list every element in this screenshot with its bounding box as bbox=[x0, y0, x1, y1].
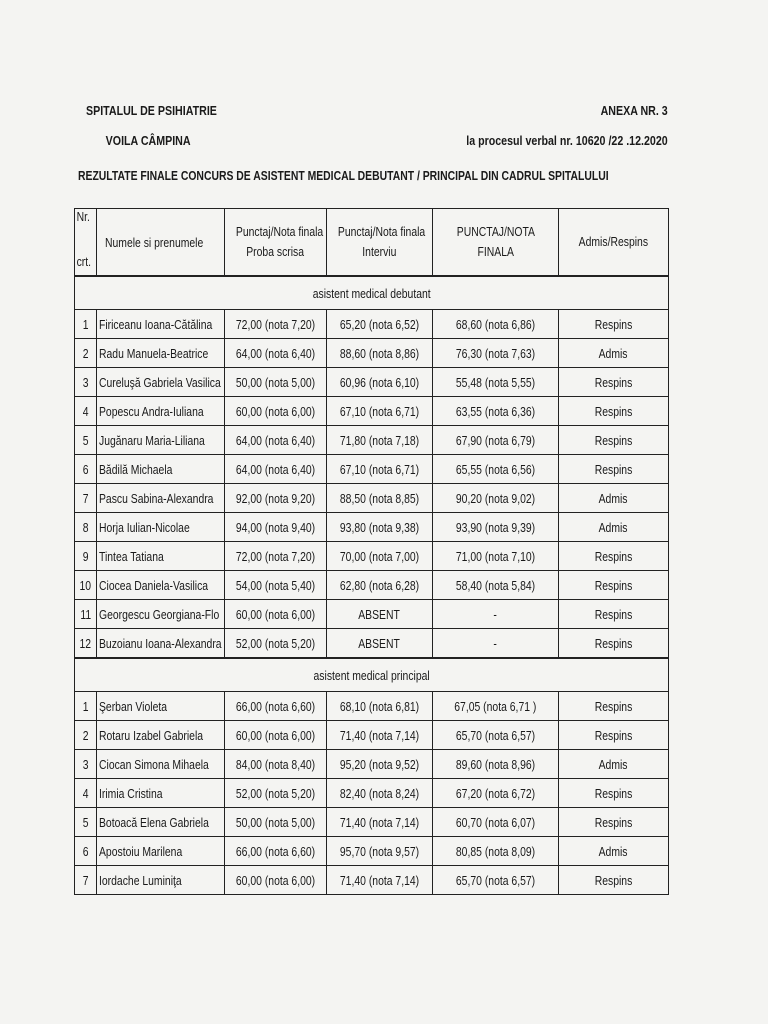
results-table bbox=[74, 208, 669, 895]
final-score: 55,48 (nota 5,55) bbox=[433, 368, 559, 397]
result-status: Respins bbox=[559, 310, 669, 339]
table-row bbox=[75, 397, 669, 426]
candidate-name: Bădilă Michaela bbox=[97, 455, 225, 484]
table-row bbox=[75, 571, 669, 600]
interview-score: 71,40 (nota 7,14) bbox=[327, 721, 433, 750]
written-score: 64,00 (nota 6,40) bbox=[225, 426, 327, 455]
candidate-name: Rotaru Izabel Gabriela bbox=[97, 721, 225, 750]
written-score: 72,00 (nota 7,20) bbox=[225, 310, 327, 339]
institution-location: VOILA CÂMPINA bbox=[105, 133, 191, 148]
final-score: - bbox=[433, 600, 559, 629]
table-row bbox=[75, 368, 669, 397]
table-header-row bbox=[75, 209, 669, 277]
written-score: 66,00 (nota 6,60) bbox=[225, 692, 327, 721]
result-status: Respins bbox=[559, 692, 669, 721]
candidate-name: Pascu Sabina-Alexandra bbox=[97, 484, 225, 513]
interview-score: 71,80 (nota 7,18) bbox=[327, 426, 433, 455]
final-score: 58,40 (nota 5,84) bbox=[433, 571, 559, 600]
candidate-name: Jugănaru Maria-Liliana bbox=[97, 426, 225, 455]
candidate-name: Şerban Violeta bbox=[97, 692, 225, 721]
row-number: 1 bbox=[75, 692, 97, 721]
result-status: Admis bbox=[559, 837, 669, 866]
row-number: 8 bbox=[75, 513, 97, 542]
table-row bbox=[75, 808, 669, 837]
result-status: Respins bbox=[559, 368, 669, 397]
annex-block bbox=[422, 96, 668, 156]
candidate-name: Tintea Tatiana bbox=[97, 542, 225, 571]
written-score: 60,00 (nota 6,00) bbox=[225, 721, 327, 750]
final-score: 67,20 (nota 6,72) bbox=[433, 779, 559, 808]
final-score: 65,70 (nota 6,57) bbox=[433, 721, 559, 750]
result-status: Respins bbox=[559, 600, 669, 629]
written-score: 92,00 (nota 9,20) bbox=[225, 484, 327, 513]
interview-score: ABSENT bbox=[327, 629, 433, 659]
table-row bbox=[75, 779, 669, 808]
result-status: Admis bbox=[559, 484, 669, 513]
row-number: 2 bbox=[75, 721, 97, 750]
row-number: 12 bbox=[75, 629, 97, 659]
final-score: 93,90 (nota 9,39) bbox=[433, 513, 559, 542]
final-score: 89,60 (nota 8,96) bbox=[433, 750, 559, 779]
written-score: 60,00 (nota 6,00) bbox=[225, 600, 327, 629]
final-score: 68,60 (nota 6,86) bbox=[433, 310, 559, 339]
interview-score: 60,96 (nota 6,10) bbox=[327, 368, 433, 397]
table-row bbox=[75, 426, 669, 455]
interview-score: 67,10 (nota 6,71) bbox=[327, 455, 433, 484]
final-score: 80,85 (nota 8,09) bbox=[433, 837, 559, 866]
final-score: 63,55 (nota 6,36) bbox=[433, 397, 559, 426]
result-status: Respins bbox=[559, 542, 669, 571]
table-row bbox=[75, 692, 669, 721]
written-score: 84,00 (nota 8,40) bbox=[225, 750, 327, 779]
interview-score: 88,60 (nota 8,86) bbox=[327, 339, 433, 368]
row-number: 9 bbox=[75, 542, 97, 571]
row-number: 3 bbox=[75, 750, 97, 779]
result-status: Respins bbox=[559, 721, 669, 750]
result-status: Respins bbox=[559, 571, 669, 600]
row-number: 5 bbox=[75, 426, 97, 455]
report-reference: la procesul verbal nr. 10620 /22 .12.2020 bbox=[466, 133, 668, 148]
result-status: Admis bbox=[559, 513, 669, 542]
written-score: 50,00 (nota 5,00) bbox=[225, 808, 327, 837]
col-header-written: Punctaj/Nota finala Proba scrisa bbox=[225, 209, 327, 277]
interview-score: 67,10 (nota 6,71) bbox=[327, 397, 433, 426]
candidate-name: Georgescu Georgiana-Flo bbox=[97, 600, 225, 629]
result-status: Respins bbox=[559, 426, 669, 455]
col-header-final: PUNCTAJ/NOTA FINALA bbox=[433, 209, 559, 277]
row-number: 7 bbox=[75, 484, 97, 513]
table-row bbox=[75, 484, 669, 513]
candidate-name: Botoacă Elena Gabriela bbox=[97, 808, 225, 837]
document-title: REZULTATE FINALE CONCURS DE ASISTENT MEDICAL DEBUTANT / PRINCIPAL DIN CADRUL SPITALULUI bbox=[78, 168, 609, 183]
result-status: Respins bbox=[559, 455, 669, 484]
interview-score: ABSENT bbox=[327, 600, 433, 629]
table-row bbox=[75, 721, 669, 750]
table-row bbox=[75, 455, 669, 484]
table-row bbox=[75, 513, 669, 542]
final-score: 76,30 (nota 7,63) bbox=[433, 339, 559, 368]
written-score: 54,00 (nota 5,40) bbox=[225, 571, 327, 600]
candidate-name: Ciocan Simona Mihaela bbox=[97, 750, 225, 779]
final-score: 67,90 (nota 6,79) bbox=[433, 426, 559, 455]
row-number: 4 bbox=[75, 779, 97, 808]
candidate-name: Popescu Andra-Iuliana bbox=[97, 397, 225, 426]
col-header-interview: Punctaj/Nota finala Interviu bbox=[327, 209, 433, 277]
candidate-name: Iordache Luminiţa bbox=[97, 866, 225, 895]
row-number: 1 bbox=[75, 310, 97, 339]
interview-score: 65,20 (nota 6,52) bbox=[327, 310, 433, 339]
result-status: Respins bbox=[559, 866, 669, 895]
result-status: Respins bbox=[559, 397, 669, 426]
table-row bbox=[75, 310, 669, 339]
annex-number: ANEXA NR. 3 bbox=[600, 103, 668, 118]
candidate-name: Firiceanu Ioana-Cătălina bbox=[97, 310, 225, 339]
candidate-name: Horja Iulian-Nicolae bbox=[97, 513, 225, 542]
institution-block bbox=[86, 96, 217, 156]
row-number: 3 bbox=[75, 368, 97, 397]
row-number: 5 bbox=[75, 808, 97, 837]
final-score: - bbox=[433, 629, 559, 659]
section-title: asistent medical principal bbox=[75, 658, 669, 692]
interview-score: 70,00 (nota 7,00) bbox=[327, 542, 433, 571]
result-status: Respins bbox=[559, 808, 669, 837]
interview-score: 71,40 (nota 7,14) bbox=[327, 808, 433, 837]
table-row bbox=[75, 542, 669, 571]
result-status: Admis bbox=[559, 750, 669, 779]
interview-score: 93,80 (nota 9,38) bbox=[327, 513, 433, 542]
written-score: 60,00 (nota 6,00) bbox=[225, 866, 327, 895]
section-title: asistent medical debutant bbox=[75, 276, 669, 310]
candidate-name: Cureluşă Gabriela Vasilica bbox=[97, 368, 225, 397]
written-score: 94,00 (nota 9,40) bbox=[225, 513, 327, 542]
interview-score: 88,50 (nota 8,85) bbox=[327, 484, 433, 513]
interview-score: 95,70 (nota 9,57) bbox=[327, 837, 433, 866]
written-score: 52,00 (nota 5,20) bbox=[225, 779, 327, 808]
col-header-nr: Nr. crt. bbox=[75, 209, 97, 277]
row-number: 2 bbox=[75, 339, 97, 368]
result-status: Respins bbox=[559, 779, 669, 808]
candidate-name: Irimia Cristina bbox=[97, 779, 225, 808]
row-number: 6 bbox=[75, 455, 97, 484]
written-score: 52,00 (nota 5,20) bbox=[225, 629, 327, 659]
institution-name: SPITALUL DE PSIHIATRIE bbox=[86, 103, 217, 118]
table-row bbox=[75, 837, 669, 866]
col-header-name: Numele si prenumele bbox=[97, 209, 225, 277]
table-row bbox=[75, 600, 669, 629]
section-header-row bbox=[75, 276, 669, 310]
table-row bbox=[75, 629, 669, 659]
row-number: 10 bbox=[75, 571, 97, 600]
candidate-name: Apostoiu Marilena bbox=[97, 837, 225, 866]
final-score: 65,70 (nota 6,57) bbox=[433, 866, 559, 895]
interview-score: 68,10 (nota 6,81) bbox=[327, 692, 433, 721]
interview-score: 71,40 (nota 7,14) bbox=[327, 866, 433, 895]
final-score: 67,05 (nota 6,71 ) bbox=[433, 692, 559, 721]
written-score: 60,00 (nota 6,00) bbox=[225, 397, 327, 426]
final-score: 60,70 (nota 6,07) bbox=[433, 808, 559, 837]
row-number: 6 bbox=[75, 837, 97, 866]
candidate-name: Buzoianu Ioana-Alexandra bbox=[97, 629, 225, 659]
written-score: 66,00 (nota 6,60) bbox=[225, 837, 327, 866]
table-row bbox=[75, 866, 669, 895]
written-score: 72,00 (nota 7,20) bbox=[225, 542, 327, 571]
written-score: 50,00 (nota 5,00) bbox=[225, 368, 327, 397]
row-number: 7 bbox=[75, 866, 97, 895]
interview-score: 82,40 (nota 8,24) bbox=[327, 779, 433, 808]
candidate-name: Ciocea Daniela-Vasilica bbox=[97, 571, 225, 600]
final-score: 90,20 (nota 9,02) bbox=[433, 484, 559, 513]
interview-score: 95,20 (nota 9,52) bbox=[327, 750, 433, 779]
col-header-result: Admis/Respins bbox=[559, 209, 669, 277]
written-score: 64,00 (nota 6,40) bbox=[225, 455, 327, 484]
table-row bbox=[75, 339, 669, 368]
final-score: 71,00 (nota 7,10) bbox=[433, 542, 559, 571]
row-number: 4 bbox=[75, 397, 97, 426]
table-row bbox=[75, 750, 669, 779]
result-status: Respins bbox=[559, 629, 669, 659]
row-number: 11 bbox=[75, 600, 97, 629]
final-score: 65,55 (nota 6,56) bbox=[433, 455, 559, 484]
interview-score: 62,80 (nota 6,28) bbox=[327, 571, 433, 600]
written-score: 64,00 (nota 6,40) bbox=[225, 339, 327, 368]
section-header-row bbox=[75, 658, 669, 692]
candidate-name: Radu Manuela-Beatrice bbox=[97, 339, 225, 368]
result-status: Admis bbox=[559, 339, 669, 368]
